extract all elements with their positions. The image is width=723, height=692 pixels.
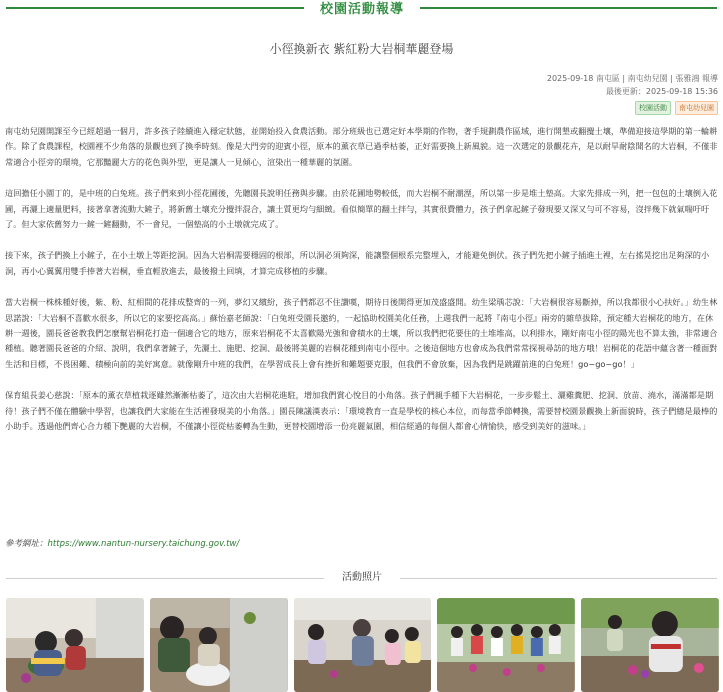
photo-gallery xyxy=(6,598,719,692)
activity-photo[interactable] xyxy=(581,598,719,692)
activity-photo[interactable] xyxy=(6,598,144,692)
article-body xyxy=(5,124,718,451)
activity-photo[interactable] xyxy=(437,598,575,692)
tag-list xyxy=(635,101,718,115)
article-title: 小徑換新衣 紫紅粉大岩桐華麗登場 xyxy=(269,42,454,56)
reference-line xyxy=(5,537,239,549)
article-paragraph: 南屯幼兒園開課至今已經超過一個月，許多孩子陸續進入穩定狀態，並開始投入食農活動。部分班級也已選定好本學期的作物，著手規劃農作區域，進行開墾或翻攪土壤，準備迎接這學期的第一輪耕作。除了食農課程，校園裡不少角落的景觀也到了換季時刻。像是大門旁的迎賓小徑，原本的薰衣草已過季枯萎，正好需要換上新風貌。這一次選定的景觀花卉，是以耐旱耐陰聞名的大岩桐，不僅非常適合小徑旁的環境，它那豔麗大方的花色與外型，更是讓人一見傾心，渲染出一種華麗的氛圍。 xyxy=(5,126,718,167)
section-title: 校園活動報導 xyxy=(319,2,404,17)
header-divider-left xyxy=(6,7,304,9)
photos-title: 活動照片 xyxy=(342,572,382,583)
section-header xyxy=(0,0,723,18)
photos-header xyxy=(0,568,723,584)
article-paragraph: 這回擔任小園丁的，是中班的白兔班。孩子們來到小徑花圃後，先聽園長說明任務與步驟。由於花圃地勢較低，而大岩桐不耐潮溼，所以第一步是堆土墊高。大家先排成一列，把一包包的土壤倒入花圃，再灑上適量肥料，接著拿著流動大鏟子，將新舊土壤充分攪拌混合，讓土質更均勻細緻。看似簡單的翻土拌勻，其實很費體力，孩子們拿起鏟子發現要又深又勻可不容易，沒拌幾下就氣喘吁吁了。但大家依舊努力一鏟一鏟翻動，不一會兒，一個墊高的小土墩就完成了。 xyxy=(5,188,718,230)
activity-photo[interactable] xyxy=(150,598,288,692)
tag-campus-activity[interactable]: 校園活動 xyxy=(635,101,671,115)
article-paragraph: 當大岩桐一株株種好後，紫、粉、紅相間的花排成整齊的一列，夢幻又繽紛，孩子們都忍不住讚嘆，期待日後開得更加茂盛盛開。幼生梁瑀芯說：「大岩桐很容易斷掉，所以我都很小心扶好。」幼生林思諾說：「大岩桐不喜歡水很多，所以它的家要挖高高。」蘇怡嘉老師說：「白兔班受園長邀約，一起協助校園美化任務，上週我們一起將『南屯小徑』兩旁的雜草拔除，預定種大岩桐花的地方，在休耕一週後，園長爸爸教我們怎麼幫岩桐花打造一個適合它的地方，原來岩桐花不太喜歡陽光強和會積水的土壤，所以我們把花要住的土堆堆高，以利排水，剛好南屯小徑的陽光也不算太強，非常適合種植。聽著園長爸爸的介紹、說明，我們拿著鏟子，先灑土、施肥、挖洞、最後將美麗的岩桐花種到南屯小徑中。之後這個地方也會成為我們常常探視尋訪的地方哦！岩桐花的花語中蘊含著一種面對生活和目標，不畏困難、積極向前的美好寓意。就像剛升中班的我們，在學習成長上會有挫折和難題要克服，但我們不會放棄，因為我們是跳躍前進的白兔班！go~go~go！」 xyxy=(5,297,718,369)
reference-label: 參考網址： xyxy=(5,539,48,549)
photos-divider-right xyxy=(400,578,717,579)
reference-link[interactable]: https://www.nantun-nursery.taichung.gov.tw/ xyxy=(47,539,240,549)
activity-photo[interactable] xyxy=(294,598,432,692)
article-paragraph: 接下來，孩子們換上小鏟子，在小土墩上等距挖洞。因為大岩桐需要穩固的根部，所以洞必須夠深，能讓整個根系完整埋入，才能避免倒伏。孩子們先把小鏟子插進土裡，左右搖晃挖出足夠深的小洞，再小心翼翼用雙手捧著大岩桐，垂直輕放進去，最後撥土回填，才算完成移植的步驟。 xyxy=(5,250,710,276)
article-meta xyxy=(547,72,718,98)
tag-kindergarten[interactable]: 南屯幼兒園 xyxy=(675,101,718,115)
photos-divider-left xyxy=(6,578,324,579)
article-byline: 2025-09-18 南屯區 | 南屯幼兒園 | 張雅鴻 報導 xyxy=(546,74,718,83)
article-paragraph: 保育組長姜心慈說：「原本的薰衣草植栽逐雖然漸漸枯萎了，這次由大岩桐花進駐，增加我們賞心悅目的小角落。孩子們親手種下大岩桐花，一步步鬆土、灑雞糞肥、挖洞、放苗、澆水，滿滿都是期待！孩子們不僅在體驗中學習，也讓我們大家能在生活裡發現美的小角落。」園長陳議漢表示：「環境教育一直是學校的核心本位，而每當季節轉換，需要替校園景觀換上新面貌時，孩子們總是最棒的小助手。透過他們齊心合力種下艷麗的大岩桐，不僅讓小徑從枯萎轉為生動，更替校園增添一份亮麗氣圍，相信經過的每個人都會心情愉快，感受到美好的滋味。」 xyxy=(5,390,718,432)
article-updated: 最後更新：2025-09-18 15:36 xyxy=(605,87,718,96)
header-divider-right xyxy=(420,7,717,9)
